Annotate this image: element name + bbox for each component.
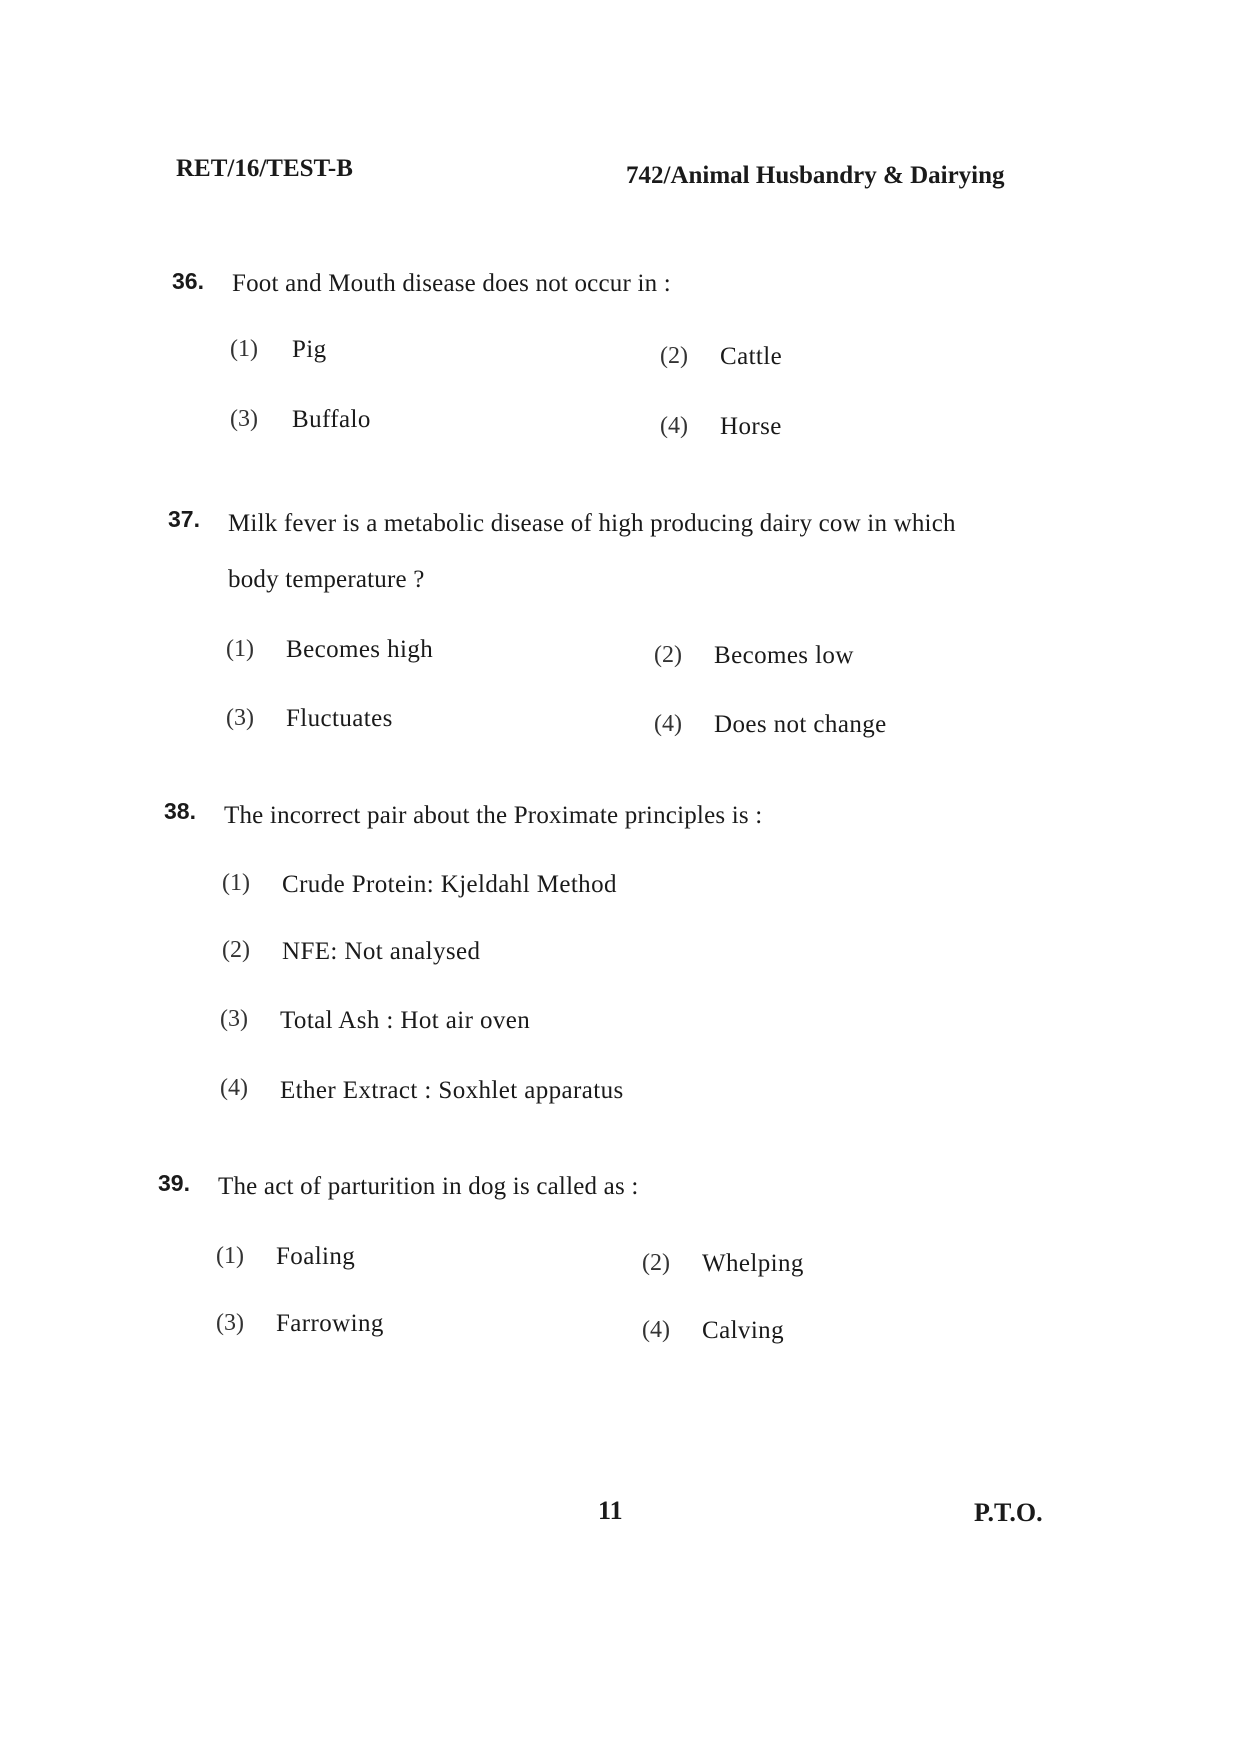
question-text-line1: Milk fever is a metabolic disease of high producing dairy cow in which: [228, 510, 956, 537]
option-text: Ether Extract : Soxhlet apparatus: [280, 1077, 624, 1104]
option-number: (4): [654, 711, 682, 737]
option-text: Becomes low: [714, 642, 854, 669]
question-number: 38.: [164, 798, 196, 824]
option-text: Pig: [292, 336, 327, 363]
option-number: (4): [220, 1075, 248, 1101]
question-number: 37.: [168, 506, 200, 532]
option-number: (3): [216, 1310, 244, 1336]
option-text: Farrowing: [276, 1310, 384, 1337]
pto-label: P.T.O.: [974, 1498, 1043, 1527]
option-text: Cattle: [720, 343, 783, 370]
option-number: (2): [642, 1250, 670, 1276]
option-number: (1): [226, 636, 254, 662]
option-number: (3): [220, 1006, 248, 1032]
question-text: The act of parturition in dog is called as :: [218, 1173, 639, 1200]
question-text-line2: body temperature ?: [228, 566, 425, 593]
option-text: Total Ash : Hot air oven: [280, 1007, 531, 1034]
option-text: Horse: [720, 413, 782, 440]
option-text: Crude Protein: Kjeldahl Method: [282, 871, 617, 898]
option-text: Foaling: [276, 1243, 356, 1270]
header-paper-code: RET/16/TEST-B: [176, 155, 353, 182]
option-text: Becomes high: [286, 636, 434, 663]
option-number: (2): [222, 937, 250, 963]
option-text: Calving: [702, 1317, 784, 1344]
option-number: (1): [222, 870, 250, 896]
option-number: (3): [226, 705, 254, 731]
question-number: 39.: [158, 1170, 190, 1196]
option-number: (2): [654, 642, 682, 668]
option-number: (1): [230, 336, 258, 362]
option-number: (2): [660, 343, 688, 369]
header-subject: 742/Animal Husbandry & Dairying: [626, 162, 1005, 189]
question-number: 36.: [172, 268, 204, 294]
question-text: The incorrect pair about the Proximate principles is :: [224, 802, 763, 829]
option-text: NFE: Not analysed: [282, 938, 481, 965]
option-text: Fluctuates: [286, 705, 393, 732]
option-text: Whelping: [702, 1250, 804, 1277]
question-text: Foot and Mouth disease does not occur in :: [232, 270, 671, 297]
option-text: Does not change: [714, 711, 887, 738]
option-number: (4): [660, 413, 688, 439]
option-number: (1): [216, 1243, 244, 1269]
page-number: 11: [598, 1496, 623, 1525]
option-number: (3): [230, 406, 258, 432]
option-text: Buffalo: [292, 406, 371, 433]
option-number: (4): [642, 1317, 670, 1343]
